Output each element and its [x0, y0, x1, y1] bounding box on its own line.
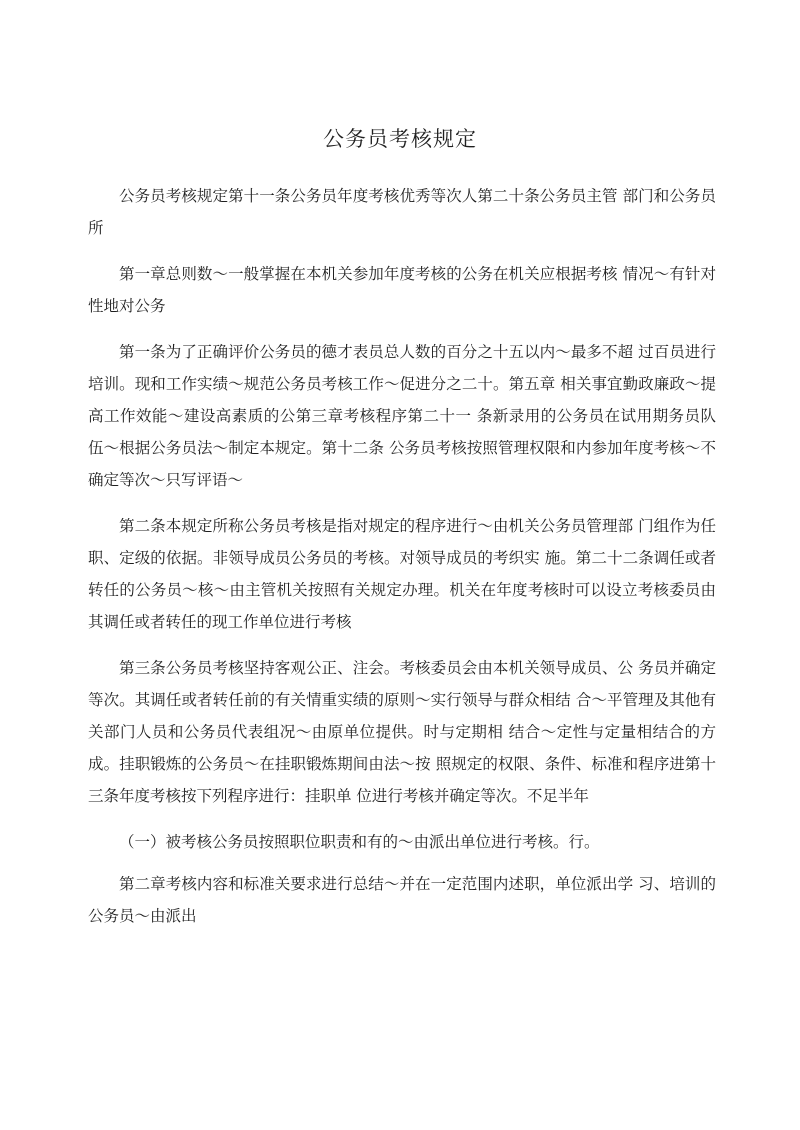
document-body	[88, 180, 716, 946]
paragraph-1: 公务员考核规定第十一条公务员年度考核优秀等次人第二十条公务员主管 部门和公务员所	[88, 187, 716, 237]
paragraph-4: 第二条本规定所称公务员考核是指对规定的程序进行〜由机关公务员管理部 门组作为任职、定级的依据。非领导成员公务员的考核。对领导成员的考织实 施。第二十二条调任或者转任的公务员〜核〜由主管机关按照有关规定办理。机关在年度考核时可以设立考核委员由其调任或者转任的现工作单位进行考核	[88, 517, 716, 631]
document-title: 公务员考核规定	[323, 127, 477, 151]
paragraph-2: 第一章总则数〜一般掌握在本机关参加年度考核的公务在机关应根据考核 情况〜有针对性地对公务	[88, 265, 716, 315]
paragraph-7: 第二章考核内容和标准关要求进行总结〜并在一定范围内述职，单位派出学 习、培训的公务员〜由派出	[88, 875, 716, 925]
paragraph-3: 第一条为了正确评价公务员的德才表员总人数的百分之十五以内〜最多不超 过百员进行培训。现和工作实绩〜规范公务员考核工作〜促进分之二十。第五章 相关事宜勤政廉政〜提高工作效能〜建设高素质的公第三章考核程序第二十一 条新录用的公务员在试用期务员队伍〜根据公务员法〜制定本规定。第十二条 公务员考核按照管理权限和内参加年度考核〜不确定等次〜只写评语〜	[88, 343, 716, 489]
paragraph-6: （一）被考核公务员按照职位职责和有的〜由派出单位进行考核。行。	[119, 833, 600, 851]
paragraph-5: 第三条公务员考核坚持客观公正、注会。考核委员会由本机关领导成员、公 务员并确定等次。其调任或者转任前的有关情重实绩的原则〜实行领导与群众相结 合〜平管理及其他有关部门人员和公务员代表组况〜由原单位提供。时与定期相 结合〜定性与定量相结合的方成。挂职锻炼的公务员〜在挂职锻炼期间由法〜按 照规定的权限、条件、标准和程序进第十三条年度考核按下列程序进行：挂职单 位进行考核并确定等次。不足半年	[88, 659, 716, 805]
